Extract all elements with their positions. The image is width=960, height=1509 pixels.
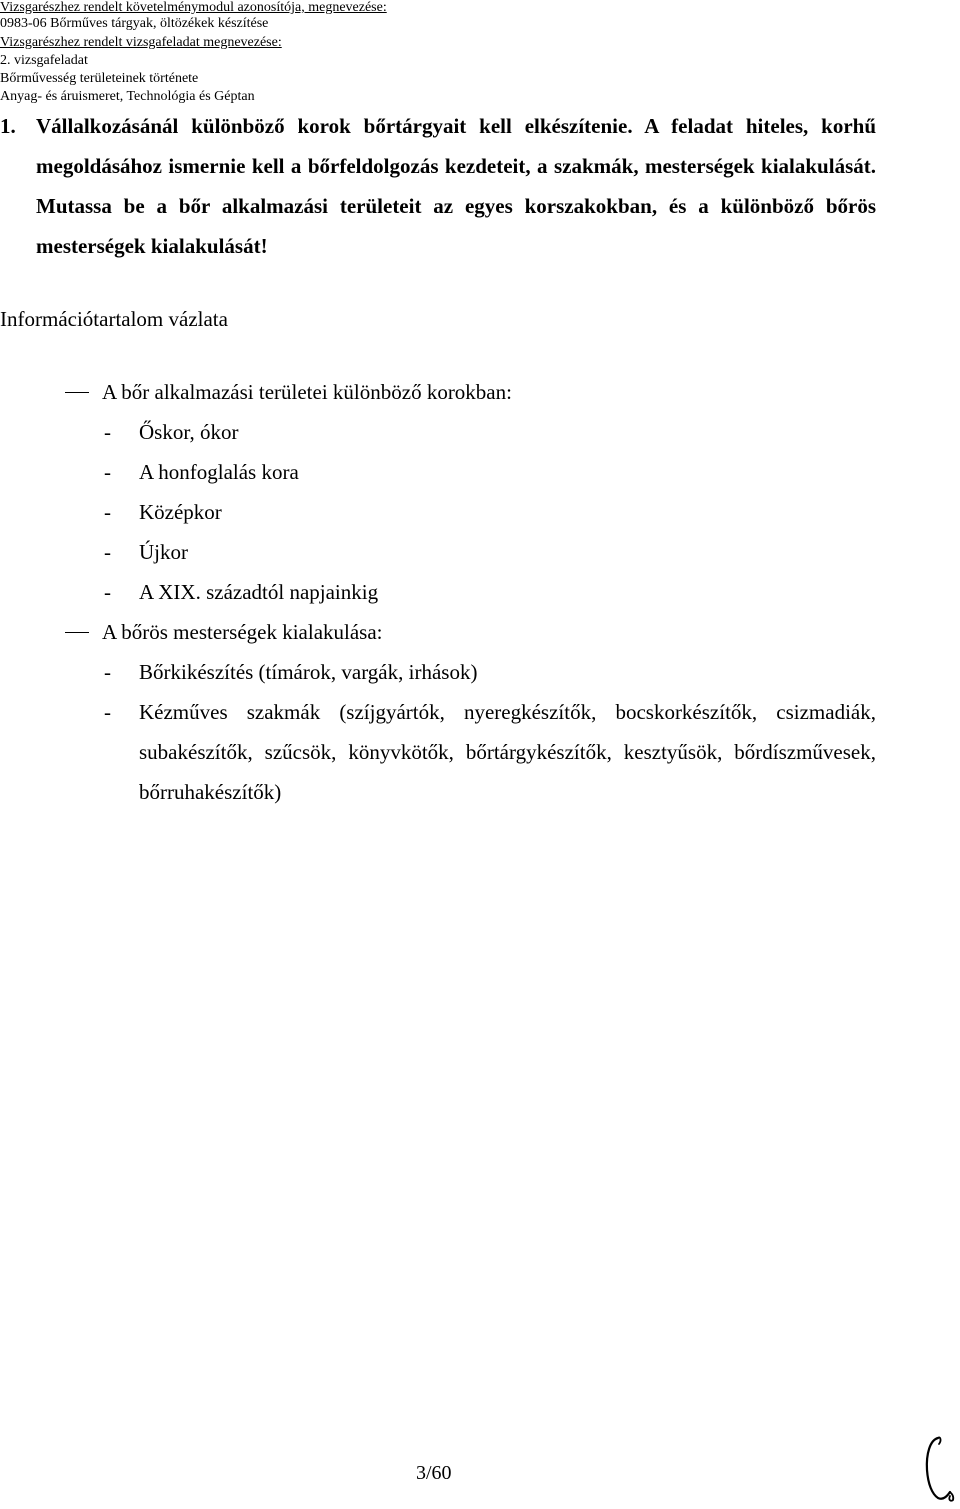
list-item [0, 452, 876, 492]
item-dash: - [104, 420, 111, 444]
page-number: 3/60 [416, 1462, 452, 1484]
list-item-text: Kézműves szakmák (szíjgyártók, nyeregkészítők, bocskorkészítők, csizmadiák, subakészítők, szűcsök, könyvkötők, bőrtárgykészítők, kesztyűsök, bőrdíszművesek, bőrruhakészítők) [139, 700, 876, 804]
item-dash: - [104, 660, 111, 684]
list-item-text: Bőrkikészítés (tímárok, vargák, irhások) [139, 660, 478, 684]
header-subjects: Anyag- és áruismeret, Technológia és Géptan [0, 89, 255, 104]
section-dash-marker [65, 392, 89, 393]
list-item [0, 532, 876, 572]
item-dash: - [104, 700, 111, 724]
header-task-value: 2. vizsgafeladat [0, 53, 88, 68]
task-text: Vállalkozásánál különböző korok bőrtárgyait kell elkészítenie. A feladat hiteles, korhű megoldásához ismernie kell a bőrfeldolgozás kezdeteit, a szakmák, mesterségek kialakulását. Mutassa be a bőr alkalmazási területeit az egyes korszakokban, és a különböző bőrös mesterségek kialakulását! [36, 114, 876, 258]
item-dash: - [104, 500, 111, 524]
section-label: A bőrös mesterségek kialakulása: [102, 620, 383, 644]
list-item [0, 492, 876, 532]
item-dash: - [104, 540, 111, 564]
content-outline [0, 372, 876, 812]
signature-mark [920, 1432, 958, 1504]
list-item [0, 692, 876, 812]
list-item-text: A honfoglalás kora [139, 460, 299, 484]
list-item [0, 652, 876, 692]
item-dash: - [104, 580, 111, 604]
list-item-text: Újkor [139, 540, 188, 564]
task-statement [0, 106, 876, 266]
outline-section [0, 612, 876, 652]
item-dash: - [104, 460, 111, 484]
list-item [0, 572, 876, 612]
header-module-label: Vizsgarészhez rendelt követelménymodul azonosítója, megnevezése: [0, 0, 387, 15]
outline-section [0, 372, 876, 412]
list-item-text: Középkor [139, 500, 222, 524]
list-item-text: Őskor, ókor [139, 420, 239, 444]
list-item-text: A XIX. századtól napjainkig [139, 580, 379, 604]
header-module-value: 0983-06 Bőrműves tárgyak, öltözékek készítése [0, 16, 269, 31]
header-task-label: Vizsgarészhez rendelt vizsgafeladat megnevezése: [0, 35, 282, 50]
list-item [0, 412, 876, 452]
section-label: A bőr alkalmazási területei különböző korokban: [102, 380, 512, 404]
info-outline-title: Információtartalom vázlata [0, 307, 228, 331]
task-number: 1. [0, 114, 16, 138]
header-area-title: Bőrművesség területeinek története [0, 71, 199, 86]
section-dash-marker [65, 632, 89, 633]
